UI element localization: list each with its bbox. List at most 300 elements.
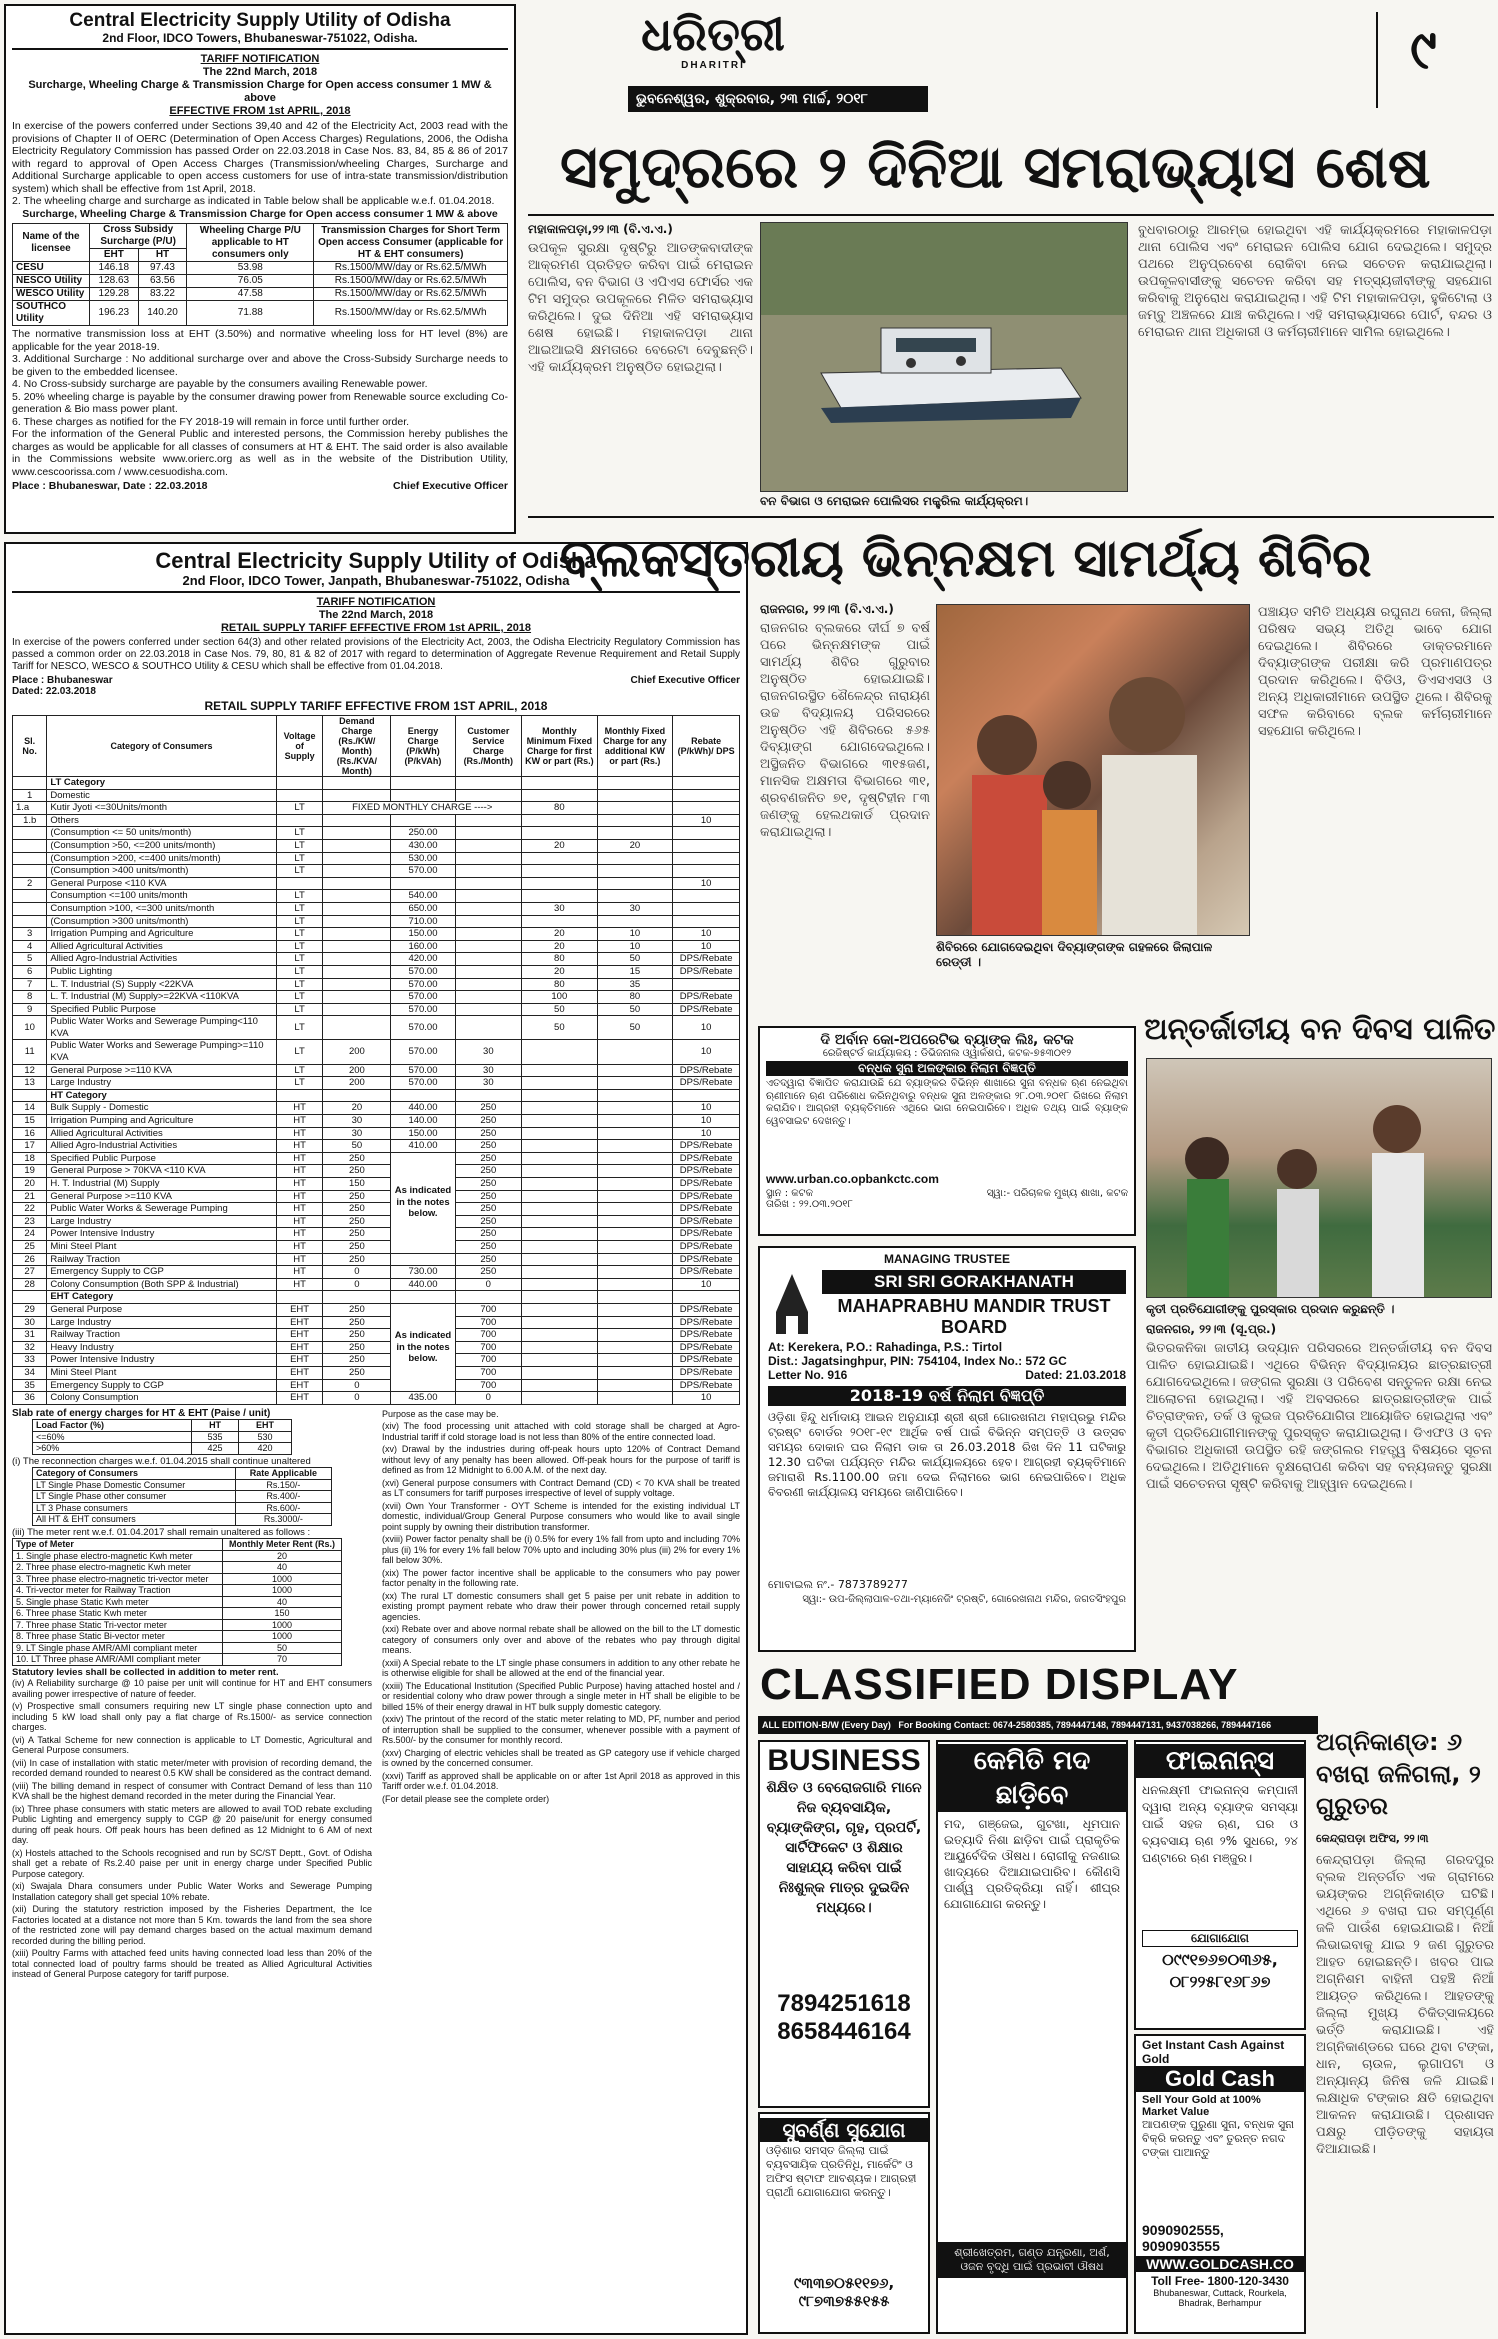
table-cell: Mini Steel Plant <box>47 1240 276 1253</box>
story3-body: ଭିତରକନିକା ଜାତୀୟ ଉଦ୍ୟାନ ପରିସରରେ ଅନ୍ତର୍ଜାତୀୟ ବନ ଦିବସ ପାଳିତ ହୋଇଯାଇଛି। ଏଥିରେ ବିଭିନ୍ନ ବିଦ୍ୟାଳୟର ଛାତ୍ରଛାତ୍ରୀ ଯୋଗଦେଇଥିଲେ। ଜଙ୍ଗଲ ସୁରକ୍ଷା ଓ ପରିବେଶ ସନ୍ତୁଳନ ରକ୍ଷା ନେଇ ଆଲୋଚନା ହୋଇଥିଲା। ଏହି ଅବସରରେ ଛାତ୍ରଛାତ୍ରୀଙ୍କ ପାଇଁ ଚିତ୍ରାଙ୍କନ, ତର୍କ ଓ କୁଇଜ ପ୍ରତିଯୋଗିତା ଆୟୋଜିତ ହୋଇଥିଲା ଏବଂ କୃତୀ ପ୍ରତିଯୋଗୀମାନଙ୍କୁ ପୁରସ୍କୃତ କରାଯାଇଥିଲା। ଡିଏଫଓ ଓ ବନ ବିଭାଗର ଅଧିକାରୀ ଉପସ୍ଥିତ ରହି ଜଙ୍ଗଲର ମହତ୍ତ୍ୱ ବିଷୟରେ ସୂଚନା ଦେଇଥିଲେ। ଅତିଥିମାନେ ବୃକ୍ଷରୋପଣ କରିବା ସହ ବନ୍ୟଜନ୍ତୁ ସୁରକ୍ଷା ପାଇଁ ସଚେତନତା ସୃଷ୍ଟି କରିବାକୁ ଆହ୍ୱାନ ଦେଇଥିଲେ। <box>1146 1341 1492 1492</box>
table-cell: 200 <box>323 1077 391 1090</box>
table-header: Name of the licensee <box>13 224 90 262</box>
table-cell: 0 <box>323 1392 391 1405</box>
table-cell: 5 <box>13 953 47 966</box>
table-cell <box>522 1127 598 1140</box>
notes-reference: As indicated in the notes below. <box>391 1152 455 1253</box>
table-cell: 710.00 <box>391 915 455 928</box>
deaddiction-title: କେମିତି ମଦ ଛାଡ଼ିବେ <box>938 1744 1126 1812</box>
table-cell: 4. Tri-vector meter for Railway Traction <box>13 1585 223 1597</box>
table-cell: 20 <box>522 839 598 852</box>
notes-reference: As indicated in the notes below. <box>391 1303 455 1391</box>
table-cell: 10 <box>673 877 740 890</box>
table-row <box>13 789 740 802</box>
table-cell: LT <box>276 1077 323 1090</box>
table-cell: LT <box>276 1003 323 1016</box>
table-cell <box>323 965 391 978</box>
table-cell <box>323 814 391 827</box>
table-row <box>13 978 740 991</box>
table-cell: 30 <box>323 1115 391 1128</box>
table-cell: Bulk Supply - Domestic <box>47 1102 276 1115</box>
table-cell: Irrigation Pumping and Agriculture <box>47 1115 276 1128</box>
notice-signatory: Chief Executive Officer <box>393 480 508 492</box>
table-cell: 570.00 <box>391 991 455 1004</box>
table-row <box>13 1642 342 1654</box>
table-cell <box>597 1215 673 1228</box>
table-cell: Railway Traction <box>47 1329 276 1342</box>
table-cell: EHT <box>276 1392 323 1405</box>
table-cell <box>13 827 47 840</box>
table-cell <box>455 814 521 827</box>
table-cell: 440.00 <box>391 1278 455 1291</box>
table-cell: 15 <box>597 965 673 978</box>
table-row <box>13 965 740 978</box>
table-cell: 700 <box>455 1379 521 1392</box>
table-cell: 50 <box>597 1003 673 1016</box>
notice-date: The 22nd March, 2018 <box>318 609 434 621</box>
table-row <box>13 1152 740 1165</box>
table-row <box>13 1539 342 1551</box>
suvarna-body: ଓଡ଼ିଶାର ସମସ୍ତ ଜିଲ୍ଲା ପାଇଁ ବ୍ୟବସାୟିକ ପ୍ରତିନିଧି, ମାର୍କେଟିଂ ଓ ଅଫିସ ଷ୍ଟାଫ ଆବଶ୍ୟକ। ଆଗ୍ରହୀ ପ୍ରାର୍ଥୀ ଯୋଗାଯୋଗ କରନ୍ତୁ। <box>766 2144 917 2199</box>
note-item: 3. Additional Surcharge : No additional surcharge over and above the Cross-Subsidy Surcharge needs to be given to the embedded licensee. <box>12 353 508 378</box>
table-cell: 1000 <box>222 1619 341 1631</box>
table-cell <box>455 839 521 852</box>
table-cell: Public Water Works & Sewerage Pumping <box>47 1203 276 1216</box>
table-cell: 12 <box>13 1064 47 1077</box>
table-cell: 50 <box>597 953 673 966</box>
table-row <box>13 1178 740 1191</box>
table-cell: 80 <box>597 991 673 1004</box>
note-item: (viii) The billing demand in respect of consumer with Contract Demand of less than 110 KVA shall be the highest demand recorded in the meter during the Financial Year. <box>12 1780 372 1802</box>
table-header: Rebate (P/kWh)/ DPS <box>673 716 740 777</box>
finance-ad <box>1134 1740 1306 2030</box>
table-cell <box>597 1102 673 1115</box>
table-cell: DPS/Rebate <box>673 1064 740 1077</box>
table-row <box>13 827 740 840</box>
dateline-bar <box>628 86 928 112</box>
note-item: (xiv) The food processing unit attached with cold storage shall be charged at Agro-Industrial tariff if cold storage load is not less than 80% of the entire connected load. <box>382 1421 740 1442</box>
table-cell: 250 <box>323 1190 391 1203</box>
table-cell <box>455 1016 521 1040</box>
table-cell: 6 <box>13 965 47 978</box>
table-cell <box>597 1152 673 1165</box>
table-cell: 10 <box>597 928 673 941</box>
table-cell: All HT & EHT consumers <box>33 1514 236 1526</box>
table-cell: 71.88 <box>187 301 314 326</box>
note-item: (xxvi) Tariff as approved shall be applicable on or after 1st April 2018 as approved in this Tariff order w.e.f. 01.04.2018. <box>382 1770 740 1792</box>
table-cell: 250 <box>455 1102 521 1115</box>
story1-caption: ବନ ବିଭାଗ ଓ ମେରାଇନ ପୋଲିସର ମକ୍ଡ୍ରିଲ କାର୍ଯ୍ୟକ୍ରମ। <box>760 494 1029 508</box>
table-cell: 200 <box>323 1064 391 1077</box>
table-cell <box>597 1354 673 1367</box>
reconnection-title: (i) The reconnection charges w.e.f. 01.04.2015 shall continue unaltered <box>12 1455 311 1467</box>
table-cell <box>13 915 47 928</box>
table-cell: 20 <box>597 839 673 852</box>
table-cell <box>597 1253 673 1266</box>
table-cell: 440.00 <box>391 1102 455 1115</box>
table-row <box>13 1596 342 1608</box>
table-cell <box>323 1016 391 1040</box>
table-cell: LT <box>276 915 323 928</box>
table-cell: HT <box>276 1115 323 1128</box>
table-cell: Rs.150/- <box>235 1479 331 1491</box>
business-phone[interactable]: 8658446164 <box>777 2018 911 2045</box>
table-cell: Rs.1500/MW/day or Rs.62.5/MWh <box>314 288 508 301</box>
table-cell: 7. Three phase Static Tri-vector meter <box>13 1619 223 1631</box>
table-cell: 36 <box>13 1392 47 1405</box>
table-row <box>13 1064 740 1077</box>
table-cell: 150.00 <box>391 928 455 941</box>
table-cell <box>597 1278 673 1291</box>
table-cell: 50 <box>522 1003 598 1016</box>
table-cell: 10 <box>673 1392 740 1405</box>
table-cell: 5. Single phase Static Kwh meter <box>13 1596 223 1608</box>
table-cell <box>597 852 673 865</box>
gold-title: Gold Cash <box>1136 2066 1304 2092</box>
table-cell: 10 <box>13 1016 47 1040</box>
table-row <box>13 802 740 815</box>
table-cell: 0 <box>323 1278 391 1291</box>
table-cell <box>522 890 598 903</box>
table-cell: 250 <box>455 1203 521 1216</box>
table-cell: 30 <box>522 902 598 915</box>
table-row <box>13 1077 740 1090</box>
table-cell: Domestic <box>47 789 276 802</box>
table-cell: 435.00 <box>391 1392 455 1405</box>
table-cell: DPS/Rebate <box>673 1165 740 1178</box>
table-cell: DPS/Rebate <box>673 1178 740 1191</box>
table-cell <box>455 978 521 991</box>
table-cell: Rs.1500/MW/day or Rs.62.5/MWh <box>314 262 508 275</box>
table-cell <box>323 827 391 840</box>
table-cell <box>522 1291 598 1304</box>
table-cell <box>597 865 673 878</box>
page-number: ୯ <box>1410 18 1437 81</box>
table-header: Voltage of Supply <box>276 716 323 777</box>
table-cell: DPS/Rebate <box>673 965 740 978</box>
table-cell: 30 <box>323 1127 391 1140</box>
table-cell: HT <box>276 1152 323 1165</box>
table-row <box>13 1003 740 1016</box>
table-cell <box>597 827 673 840</box>
table-cell: HT <box>276 1178 323 1191</box>
table-row <box>13 1366 740 1379</box>
table-cell <box>13 890 47 903</box>
story2-headline: ବ୍ଲକସ୍ତରୀୟ ଭିନ୍ନକ୍ଷମ ସାମର୍ଥ୍ୟ ଶିବିର <box>560 529 1372 589</box>
table-cell <box>673 1089 740 1102</box>
notice-place: Place : Bhubaneswar <box>12 675 113 686</box>
table-cell <box>673 839 740 852</box>
table-cell <box>276 1291 323 1304</box>
table-cell: 29 <box>13 1303 47 1316</box>
table-cell: 570.00 <box>391 965 455 978</box>
boat-illustration <box>761 223 1127 491</box>
table-cell: 0 <box>455 1392 521 1405</box>
classified-bar <box>758 1716 1318 1734</box>
gold-phone[interactable]: 9090902555, 9090903555 <box>1142 2222 1224 2254</box>
table-cell: LT Category <box>47 777 276 790</box>
table-cell <box>522 1303 598 1316</box>
table-row <box>13 1040 740 1064</box>
table-cell: 18 <box>13 1152 47 1165</box>
table-cell: 83.22 <box>138 288 187 301</box>
table-cell: 250 <box>323 1303 391 1316</box>
notes-right <box>382 1409 740 1982</box>
table-cell: 30 <box>455 1077 521 1090</box>
story4-headline: ଅଗ୍ନିକାଣ୍ଡ: ୬ ବଖରା ଜଳିଗଲା, ୨ ଗୁରୁତର <box>1316 1728 1481 1820</box>
table-row <box>13 1341 740 1354</box>
note-item: (xviii) Power factor penalty shall be (i) 0.5% for every 1% fall from upto and including 70% plus (ii) 1% for every 1% fall below 70% upto and including 30% plus (iii) 2% for every 1% fall below 30%. <box>382 1534 740 1566</box>
table-row <box>13 1562 342 1574</box>
table-cell <box>522 1366 598 1379</box>
table-cell: 10 <box>673 1040 740 1064</box>
finance-title: ଫାଇନାନ୍ସ <box>1136 1744 1304 1778</box>
table-cell <box>522 789 598 802</box>
note-item: (xix) The power factor incentive shall be applicable to the consumers who pay power factor penalty in the following rate. <box>382 1567 740 1589</box>
table-cell <box>597 1291 673 1304</box>
story3-photo <box>1146 1058 1492 1298</box>
table-cell: HT Category <box>47 1089 276 1102</box>
table-cell: 16 <box>13 1127 47 1140</box>
table-cell: 570.00 <box>391 865 455 878</box>
table-cell: 146.18 <box>90 262 139 275</box>
table-cell: 700 <box>455 1354 521 1367</box>
note-item: (ix) Three phase consumers with static meters are allowed to avail TOD rebate excluding Public Lighting and emergency supply to CGP @ 20 paise/unit for energy consumed during off peak hours. Off peak hours has been defined as 12 Midnight to 6 AM of next day. <box>12 1803 372 1846</box>
story2-dateline: ରାଜନଗର, ୨୨।୩ (ବି.ଏ.ଏ.) <box>760 602 894 616</box>
table-cell: 24 <box>13 1228 47 1241</box>
table-cell <box>597 1203 673 1216</box>
table-cell <box>597 789 673 802</box>
notice-paragraph: 2. The wheeling charge and surcharge as indicated in Table below shall be applicable w.e.f. 01.04.2018. <box>12 195 495 207</box>
table-cell: 10 <box>673 1016 740 1040</box>
bank-body: ଏତଦ୍ୱାରା ବିଜ୍ଞାପିତ କରାଯାଉଛି ଯେ ବ୍ୟାଙ୍କର ବିଭିନ୍ନ ଶାଖାରେ ସୁନା ବନ୍ଧକ ଋଣ ନେଇଥିବା ଋଣୀମାନେ ଋଣ ପରିଶୋଧ କରିନଥିବାରୁ ବନ୍ଧକ ସୁନା ଅଳଙ୍କାର ୨୮.୦୩.୨୦୧୮ ରିଖରେ ନିଲାମ କରାଯିବ। ଆଗ୍ରହୀ ବ୍ୟକ୍ତିମାନେ ଏଥିରେ ଭାଗ ନେଇପାରିବେ। ଅଧିକ ତଥ୍ୟ ପାଇଁ ବ୍ୟାଙ୍କ ୱେବସାଇଟ ଦେଖନ୍ତୁ। <box>766 1078 1128 1127</box>
table-cell: Colony Consumption <box>47 1392 276 1405</box>
table-cell: 250 <box>323 1341 391 1354</box>
table-cell: HT <box>276 1165 323 1178</box>
table-cell: LT 3 Phase consumers <box>33 1502 236 1514</box>
table-cell <box>522 814 598 827</box>
table-cell <box>522 1215 598 1228</box>
note-item: (x) Hostels attached to the Schools recognised and run by SC/ST Deptt., Govt. of Odisha shall get a rebate of Rs.2.40 paise per unit in energy charge under Specified Public Purpose category. <box>12 1847 372 1879</box>
gold-body: Sell Your Gold at 100% Market Value <box>1142 2094 1261 2118</box>
table-row <box>13 839 740 852</box>
note-item: (xiii) Poultry Farms with attached feed units having connected load less than 20% of the total connected load of poultry farms should be treated as Allied Agricultural Activities instead of General Purpose category for tariff purpose. <box>12 1948 372 1980</box>
bank-website[interactable]: www.urban.co.opbankctc.com <box>766 1172 939 1186</box>
table-cell <box>522 877 598 890</box>
table-row <box>13 1127 740 1140</box>
table-row <box>13 1329 740 1342</box>
table-row <box>13 1573 342 1585</box>
table-cell: Allied Agricultural Activities <box>47 940 276 953</box>
table-cell <box>522 1278 598 1291</box>
table-cell <box>276 789 323 802</box>
table-cell: DPS/Rebate <box>673 1203 740 1216</box>
table-subheader: HT <box>138 249 187 262</box>
table-cell: Allied Agro-Industrial Activities <box>47 953 276 966</box>
table-cell: 128.63 <box>90 275 139 288</box>
story-rule <box>528 214 1494 216</box>
table-cell: Power Intensive Industry <box>47 1228 276 1241</box>
table-cell <box>522 1089 598 1102</box>
table-cell: Consumption >100, <=300 units/month <box>47 902 276 915</box>
table-cell: 700 <box>455 1303 521 1316</box>
story3-dateline: ରାଜନଗର, ୨୨।୩ (ସୂ.ପ୍ର.) <box>1146 1322 1277 1336</box>
table-row <box>13 1392 740 1405</box>
business-phone[interactable]: 7894251618 <box>777 1990 911 2017</box>
note-item: (xx) The rural LT domestic consumers shall get 5 paise per unit rebate in addition to existing prompt payment rebate who draw their power through concerned retail supply agencies. <box>382 1590 740 1622</box>
table-cell <box>455 777 521 790</box>
bank-date: ତାରିଖ : ୨୨.୦୩.୨୦୧୮ <box>766 1199 853 1210</box>
table-cell: DPS/Rebate <box>673 1303 740 1316</box>
table-cell <box>597 1240 673 1253</box>
notice-org: Central Electricity Supply Utility of Odisha <box>69 10 451 31</box>
bank-place: ସ୍ଥାନ : କଟକ <box>766 1188 813 1199</box>
table-cell: 430.00 <box>391 839 455 852</box>
table-cell: Rs.600/- <box>235 1502 331 1514</box>
table-cell: 63.56 <box>138 275 187 288</box>
notice-org: Central Electricity Supply Utility of Odisha <box>155 548 597 573</box>
table-row <box>13 1585 342 1597</box>
table-cell: Large Industry <box>47 1077 276 1090</box>
gold-tollfree[interactable]: Toll Free- 1800-120-3430 <box>1151 2274 1289 2288</box>
table-cell <box>522 1115 598 1128</box>
table-cell <box>391 877 455 890</box>
table-cell: LT <box>276 839 323 852</box>
table-cell: HT <box>276 1102 323 1115</box>
table-cell: LT <box>276 1016 323 1040</box>
table-cell <box>522 1316 598 1329</box>
table-cell: 3 <box>13 928 47 941</box>
table-cell: 140.20 <box>138 301 187 326</box>
table-cell: EHT <box>276 1329 323 1342</box>
story3-headline: ଅନ୍ତର୍ଜାତୀୟ ବନ ଦିବସ ପାଳିତ <box>1144 1012 1496 1047</box>
table-cell: DPS/Rebate <box>673 1253 740 1266</box>
table-cell: H. T. Industrial (M) Supply <box>47 1178 276 1191</box>
notice-notes <box>12 328 508 478</box>
table-row <box>13 1291 740 1304</box>
table-cell <box>673 865 740 878</box>
table-cell <box>597 1303 673 1316</box>
table-cell: DPS/Rebate <box>673 1152 740 1165</box>
notice-place: Place : Bhubaneswar, Date : 22.03.2018 <box>12 480 208 492</box>
table-cell: HT <box>276 1215 323 1228</box>
story-rule <box>528 516 1494 518</box>
finance-phone[interactable]: ୦୯୯୧୭୬୭୦୩୬୫, ୦୮୨୨୫୮୧୬୮୬୭ <box>1162 1950 1278 1991</box>
table-cell: EHT <box>276 1316 323 1329</box>
table-row <box>13 1115 740 1128</box>
gold-website[interactable]: WWW.GOLDCASH.CO <box>1136 2256 1304 2272</box>
table-cell <box>455 940 521 953</box>
trust-banner: 2018-19 ବର୍ଷ ନିଲାମ ବିଜ୍ଞପ୍ତି <box>768 1386 1126 1406</box>
table-cell: 27 <box>13 1266 47 1279</box>
trust-label: MANAGING TRUSTEE <box>884 1252 1010 1266</box>
table-row <box>13 890 740 903</box>
table-cell: 570.00 <box>391 1003 455 1016</box>
note-item: (xii) During the statutory restriction imposed by the Fisheries Department, the Ice Factories located at a distance not more than 5 Km. towards the land from the sea shore of the restricted zone will pay demand charges based on the actual maximum demand recorded during the billing period. <box>12 1904 372 1946</box>
table-cell: Consumption <=100 units/month <box>47 890 276 903</box>
table-cell: 20 <box>13 1178 47 1191</box>
notice-effective: EFFECTIVE FROM 1st APRIL, 2018 <box>169 105 351 117</box>
table-cell <box>673 902 740 915</box>
table-cell: HT <box>276 1253 323 1266</box>
table-cell: 80 <box>522 953 598 966</box>
table-cell <box>597 1392 673 1405</box>
note-item: (xv) Drawal by the industries during off-peak hours upto 120% of Contract Demand without levy of any penalty has been allowed. Off-peak hours for the purpose of tariff is defined as from 12 Midnight to 6.00 A.M. of the next day. <box>382 1444 740 1476</box>
story1-body: ଉପକୂଳ ସୁରକ୍ଷା ଦୃଷ୍ଟିରୁ ଆତଙ୍କବାଦୀଙ୍କ ଆକ୍ରମଣ ପ୍ରତିହତ କରିବା ପାଇଁ ମେରାଇନ ପୋଲିସ, ବନ ବିଭାଗ ଓ ଏପିଏସ ଫୋର୍ସର ଏକ ଟିମ ସମୁଦ୍ର ଉପକୂଳରେ ମିଳିତ ସମରାଭ୍ୟାସ କରିଥିଲେ। ଦୁଇ ଦିନିଆ ଏହି ସମରାଭ୍ୟାସ ଶେଷ ହୋଇଛି। ମହାକାଳପଡ଼ା ଥାନା ଆଇଆଇସି କ୍ଷମତାରେ ବେରେଟା ଦେବୁଛନ୍ତି। ଏହି କାର୍ଯ୍ୟକ୍ରମ ଅନୁଷ୍ଠିତ ହୋଇଥିଲା। <box>528 241 753 375</box>
suvarna-title: ସୁବର୍ଣ୍ଣ ସୁଯୋଗ <box>760 2118 928 2142</box>
table-row <box>13 953 740 966</box>
story2-body: ପଞ୍ଚାୟତ ସମିତି ଅଧ୍ୟକ୍ଷ ରଘୁନାଥ ଜେନା, ଜିଲ୍ଲା ପରିଷଦ ସଭ୍ୟ ଅତିଥି ଭାବେ ଯୋଗ ଦେଇଥିଲେ। ଶିବିରରେ ଡାକ୍ତରମାନେ ଦିବ୍ୟାଙ୍ଗଙ୍କ ପରୀକ୍ଷା କରି ପ୍ରମାଣପତ୍ର ପ୍ରଦାନ କରିଥିଲେ। ବିଡିଓ, ଡିଏସଏସଓ ଓ ଅନ୍ୟ ଅଧିକାରୀମାନେ ଉପସ୍ଥିତ ଥିଲେ। ଶିବିରକୁ ସଫଳ କରିବାରେ ବ୍ଲକ କର୍ମଚାରୀମାନେ ସହଯୋଗ କରିଥିଲେ। <box>1258 605 1492 739</box>
table-cell: 250 <box>455 1215 521 1228</box>
table-row <box>13 777 740 790</box>
table-cell: 6. Three phase Static Kwh meter <box>13 1608 223 1620</box>
table-cell: Mini Steel Plant <box>47 1366 276 1379</box>
table-row <box>13 991 740 1004</box>
table-cell: 250 <box>455 1152 521 1165</box>
table-cell: 570.00 <box>391 1064 455 1077</box>
table-cell: >60% <box>33 1443 192 1455</box>
table-cell: 28 <box>13 1278 47 1291</box>
table-cell: 250 <box>455 1228 521 1241</box>
table-cell <box>597 814 673 827</box>
table-cell: 250 <box>455 1178 521 1191</box>
table-row <box>13 1354 740 1367</box>
table-cell: Rs.400/- <box>235 1491 331 1503</box>
surcharge-notice <box>4 4 516 534</box>
table-cell <box>455 1291 521 1304</box>
table-row <box>33 1491 332 1503</box>
table-cell: 10 <box>673 1127 740 1140</box>
table-cell <box>323 902 391 915</box>
table-cell: <=60% <box>33 1431 192 1443</box>
table-cell: 700 <box>455 1366 521 1379</box>
suvarna-phone[interactable]: ୯୩୩୭୦୫୧୧୭୬, ୯୮୭୩୭୫୫୧୫୫ <box>793 2274 895 2310</box>
table-cell <box>276 877 323 890</box>
notice-subject: RETAIL SUPPLY TARIFF EFFECTIVE FROM 1st APRIL, 2018 <box>220 622 532 634</box>
masthead-logo <box>628 8 798 78</box>
table-cell <box>323 839 391 852</box>
story4-body: କେନ୍ଦ୍ରାପଡ଼ା ଜିଲ୍ଲା ଗରଦପୁର ବ୍ଲକ ଅନ୍ତର୍ଗତ ଏକ ଗ୍ରାମରେ ଭୟଙ୍କର ଅଗ୍ନିକାଣ୍ଡ ଘଟିଛି। ଏଥିରେ ୬ ବଖରା ଘର ସମ୍ପୂର୍ଣ୍ଣ ଜଳି ପାଉଁଶ ହୋଇଯାଇଛି। ନିଆଁ ଲିଭାଇବାକୁ ଯାଇ ୨ ଜଣ ଗୁରୁତର ଆହତ ହୋଇଛନ୍ତି। ଖବର ପାଇ ଅଗ୍ନିଶମ ବାହିନୀ ପହଞ୍ଚି ନିଆଁ ଆୟତ୍ତ କରିଥିଲେ। ଆହତଙ୍କୁ ଜିଲ୍ଲା ମୁଖ୍ୟ ଚିକିତ୍ସାଳୟରେ ଭର୍ତ୍ତି କରାଯାଇଛି। ଏହି ଅଗ୍ନିକାଣ୍ଡରେ ଘରେ ଥିବା ଟଙ୍କା, ଧାନ, ଚାଉଳ, ଲୁଗାପଟା ଓ ଅନ୍ୟାନ୍ୟ ଜିନିଷ ଜଳି ଯାଇଛି। ଲକ୍ଷାଧିକ ଟଙ୍କାର କ୍ଷତି ହୋଇଥିବା ଆକଳନ କରାଯାଉଛି। ପ୍ରଶାସନ ପକ୍ଷରୁ ପୀଡ଼ିତଙ୍କୁ ସହାୟତା ଦିଆଯାଇଛି। <box>1316 1853 1494 2157</box>
notice-title: TARIFF NOTIFICATION <box>200 53 320 65</box>
table-cell: DPS/Rebate <box>673 953 740 966</box>
table-row <box>33 1514 332 1526</box>
table-cell: Colony Consumption (Both SPP & Industrial) <box>47 1278 276 1291</box>
table-header: Wheeling Charge P/U applicable to HT consumers only <box>187 224 314 262</box>
table-cell: LT <box>276 827 323 840</box>
table-cell: 23 <box>13 1215 47 1228</box>
table-cell: LT <box>276 802 323 815</box>
table-cell: LT <box>276 865 323 878</box>
table-cell: 50 <box>522 1016 598 1040</box>
table-cell: 10 <box>597 940 673 953</box>
table-row <box>13 1089 740 1102</box>
table-cell: 250 <box>323 1203 391 1216</box>
table-cell: 50 <box>597 1016 673 1040</box>
table-cell: 250 <box>323 1165 391 1178</box>
table-cell: DPS/Rebate <box>673 1140 740 1153</box>
table-row <box>13 262 508 275</box>
finance-body: ଧନଲକ୍ଷ୍ମୀ ଫାଇନାନ୍ସ କମ୍ପାନୀ ଦ୍ୱାରା ଅନ୍ୟ ବ୍ୟାଙ୍କ ସମସ୍ୟା ପାଇଁ ସହଜ ଋଣ, ଘର ଓ ବ୍ୟବସାୟ ଋଣ ୨% ସୁଧରେ, ୨୪ ଘଣ୍ଟାରେ ଋଣ ମଞ୍ଜୁର। <box>1142 1783 1298 1865</box>
table-cell: 34 <box>13 1366 47 1379</box>
table-cell: 420.00 <box>391 953 455 966</box>
note-item: (For detail please see the complete order) <box>382 1793 550 1804</box>
table-cell: LT <box>276 852 323 865</box>
trust-district: Dist.: Jagatsinghpur, PIN: 754104, Index No.: 572 GC <box>768 1354 1067 1368</box>
table-cell: 9 <box>13 1003 47 1016</box>
table-cell <box>522 1228 598 1241</box>
table-cell <box>323 1291 391 1304</box>
trust-body: ଓଡ଼ିଶା ହିନ୍ଦୁ ଧର୍ମାଦାୟ ଆଇନ ଅନୁଯାୟୀ ଶ୍ରୀ ଶ୍ରୀ ଗୋରଖନାଥ ମହାପ୍ରଭୁ ମନ୍ଦିର ଟ୍ରଷ୍ଟ ବୋର୍ଡର ୨୦୧୮-୧୯ ଆର୍ଥିକ ବର୍ଷ ପାଇଁ ବିଭିନ୍ନ ସମ୍ପତ୍ତି ଓ ଉତ୍ସବ ସମୟର ଦୋକାନ ଘର ନିଲାମ ଡାକ ତା 26.03.2018 ରିଖ ଦିନ 11 ଘଟିକାରୁ 12.30 ଘଟିକା ପର୍ଯ୍ୟନ୍ତ ମନ୍ଦିର କାର୍ଯ୍ୟାଳୟରେ ହେବ। ଆଗ୍ରହୀ ବ୍ୟକ୍ତିମାନେ ଜମାରାଶି Rs.1100.00 ଜମା ଦେଇ ନିଲାମରେ ଭାଗ ନେଇପାରିବେ। ଅଧିକ ବିବରଣୀ କାର୍ଯ୍ୟାଳୟ ସମୟରେ ଜାଣିପାରିବେ। <box>768 1410 1126 1499</box>
